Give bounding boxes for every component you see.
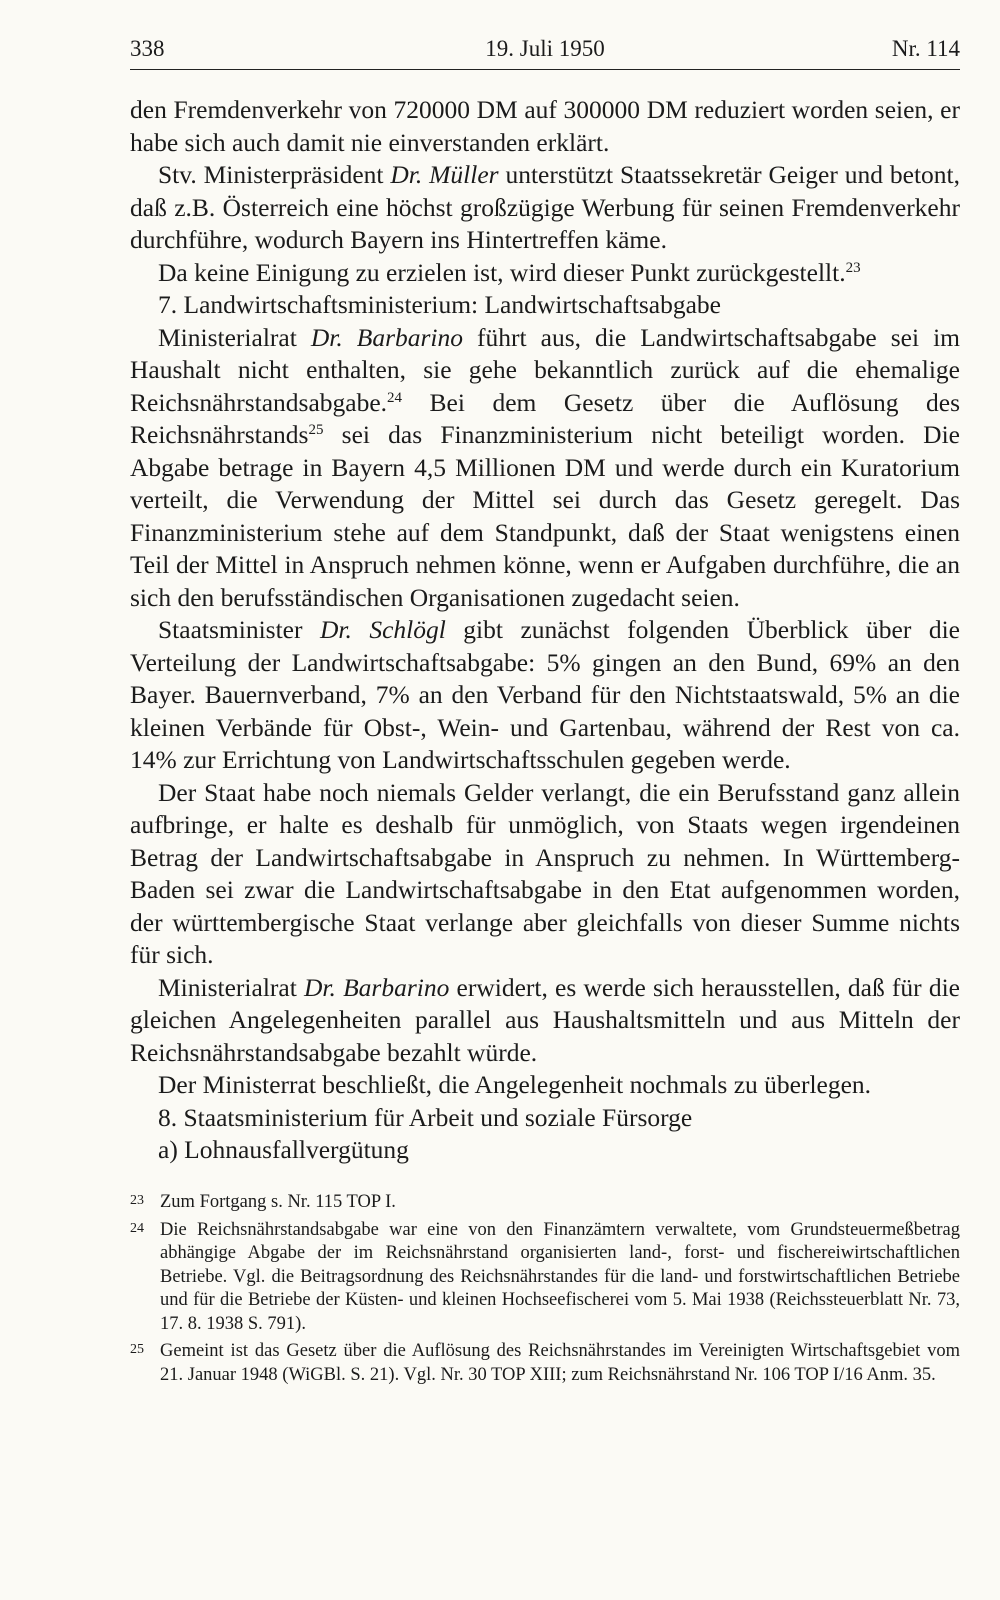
footnote — [130, 1191, 960, 1215]
paragraph-3 — [130, 257, 960, 290]
paragraph-2 — [130, 159, 960, 257]
issue-number: Nr. 114 — [891, 36, 960, 61]
footnote-text: Zum Fortgang s. Nr. 115 TOP I. — [160, 1192, 396, 1212]
footnote-text: Gemeint ist das Gesetz über die Auflösung des Reichsnährstandes im Vereinigten Wirtschaftsgebiet vom 21. Januar 1948 (WiGBl. S. 21). Vgl. Nr. 30 TOP XIII; zum Reichsnährstand Nr. 106 TOP I/16 Anm. 35. — [160, 1341, 960, 1385]
header-date: 19. Juli 1950 — [485, 36, 605, 61]
running-header — [130, 34, 960, 64]
paragraph-6: Der Staat habe noch niemals Gelder verlangt, die ein Berufsstand ganz allein aufbringe, er halte es deshalb für unmöglich, von Staats wegen irgendeinen Betrag der Landwirtschaftsabgabe in Anspruch zu nehmen. In Württemberg-Baden sei zwar die Landwirtschaftsabgabe in den Etat aufgenommen worden, der württembergische Staat verlange aber gleichfalls von dieser Summe nichts für sich. — [130, 777, 960, 969]
footnote — [130, 1340, 960, 1387]
footnote — [130, 1219, 960, 1337]
heading-item-8: 8. Staatsministerium für Arbeit und soziale Fürsorge — [158, 1102, 693, 1132]
page-number: 338 — [130, 36, 165, 61]
title-dr: Dr. — [319, 615, 352, 644]
heading-item-7: 7. Landwirtschaftsministerium: Landwirtschaftsabgabe — [158, 290, 721, 319]
footnote-text: Die Reichsnährstandsabgabe war eine von den Finanzämtern verwaltete, vom Grundsteuermeßbetrag abhängige Abgabe der im Reichsnährstand organisierten land-, forst- und fischereiwirtschaftlichen Betriebe. Vgl. die Beitragsordnung des Reichsnährstandes für die land- und forstwirtschaftlichen Betriebe und für die Betriebe der Küsten- und kleinen Hochseefischerei vom 5. Mai 1938 (Reichssteuerblatt Nr. 73, 17. 8. 1938 S. 791). — [160, 1219, 960, 1334]
text-span: Ministerialrat — [158, 322, 311, 352]
footnote-number: 25 — [130, 1342, 144, 1357]
paragraph-1: den Fremdenverkehr von 720000 DM auf 300000 DM reduziert worden seien, er habe sich auch damit nie einverstanden erklärt. — [130, 95, 960, 157]
paragraph-7 — [130, 972, 960, 1070]
paragraph-5 — [130, 614, 960, 777]
person-name: Schlögl — [351, 615, 446, 644]
header-rule — [130, 69, 960, 70]
body-text — [130, 94, 960, 1167]
text-span: Bei dem Gesetz über die Auflösung des Reichsnährstands — [130, 387, 960, 449]
title-dr: Dr. — [303, 972, 336, 1002]
text-span: Ministerialrat — [158, 972, 304, 1002]
title-dr: Dr. — [390, 160, 423, 189]
text-span: unterstützt Staatssekretär Geiger und betont, daß z.B. Österreich eine höchst großzügige Werbung für seinen Fremdenverkehr durchführe, wodurch Bayern ins Hintertreffen käme. — [130, 160, 960, 254]
text-span: sei das Finanzministerium nicht beteiligt worden. Die Abgabe betrage in Bayern 4,5 Millionen DM und werde durch ein Kuratorium verteilt, die Verwendung der Mittel sei durch das Gesetz geregelt. Das Finanzministerium stehe auf dem Standpunkt, daß der Staat wenigstens einen Teil der Mittel in Anspruch nehmen könne, wenn er Aufgaben durchführe, die an sich den berufsständischen Organisationen zugedacht seien. — [130, 420, 960, 612]
text-span: Stv. Ministerpräsident — [158, 160, 391, 189]
text-span: gibt zunächst folgenden Überblick über die Verteilung der Landwirtschaftsabgabe: 5% gingen an den Bund, 69% an den Bayer. Bauernverband, 7% an den Verband für den Nichtstaatswald, 5% an die kleinen Verbände für Obst-, Wein- und Gartenbau, während der Rest von ca. 14% zur Errichtung von Landwirtschaftsschulen gegeben werde. — [130, 615, 960, 774]
footnotes — [130, 1191, 960, 1391]
person-name: Barbarino — [335, 972, 450, 1002]
text-span: Da keine Einigung zu erzielen ist, wird dieser Punkt zurückgestellt. — [158, 257, 846, 287]
footnote-ref-23[interactable]: 23 — [845, 259, 861, 276]
text-span: erwidert, es werde sich herausstellen, daß für die gleichen Angelegenheiten parallel aus Haushaltsmitteln und aus Mitteln der Reichsnährstandsabgabe bezahlt würde. — [130, 972, 960, 1067]
footnote-ref-24[interactable]: 24 — [387, 389, 403, 406]
text-span: Staatsminister — [158, 615, 320, 644]
footnote-number: 24 — [130, 1220, 144, 1236]
title-dr: Dr. — [310, 322, 343, 352]
text-span: führt aus, die Landwirtschaftsabgabe sei im Haushalt nicht enthalten, sie gehe bekanntlich zurück auf die ehemalige Reichsnährstandsabgabe. — [130, 322, 960, 417]
subheading-8a: a) Lohnausfallvergütung — [158, 1135, 409, 1164]
paragraph-8: Der Ministerrat beschließt, die Angelegenheit nochmals zu überlegen. — [158, 1070, 872, 1099]
paragraph-4 — [130, 322, 960, 615]
footnote-ref-25[interactable]: 25 — [308, 422, 324, 438]
person-name: Müller — [422, 160, 499, 189]
footnote-number: 23 — [130, 1193, 144, 1208]
person-name: Barbarino — [342, 322, 464, 352]
